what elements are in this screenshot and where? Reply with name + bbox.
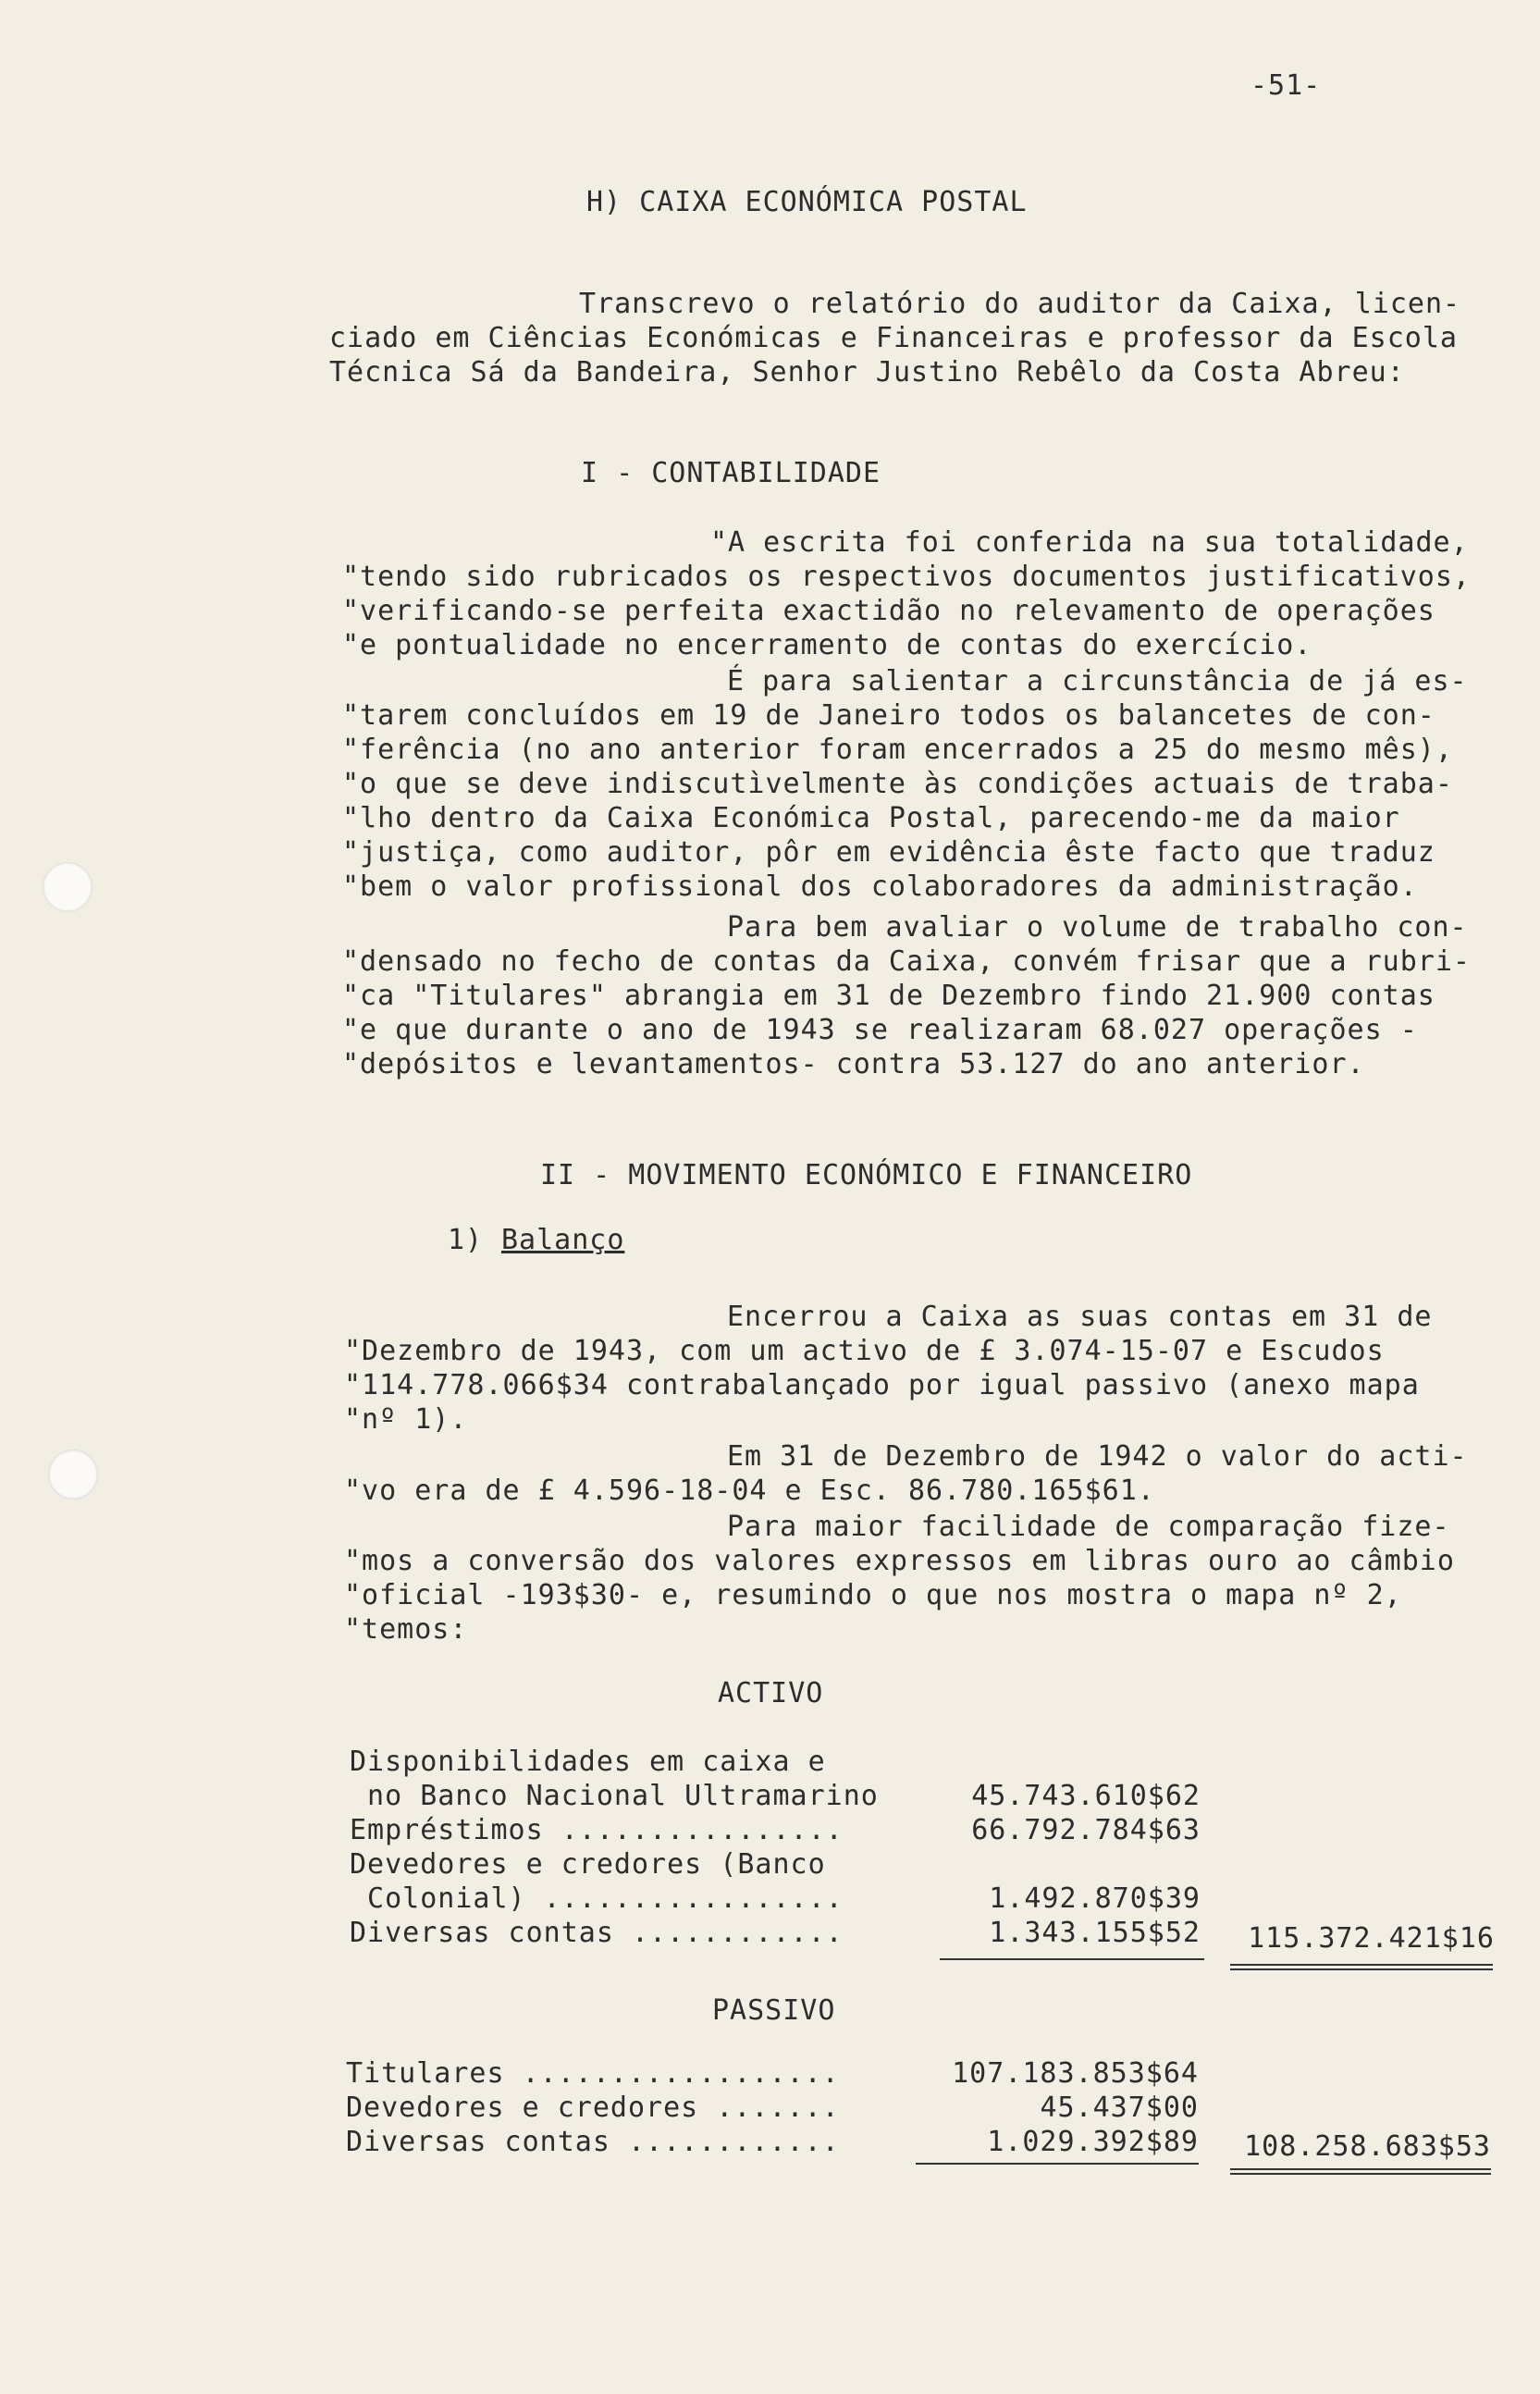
total-double-rule [1230,1964,1493,1970]
quote-line: "ferência (no ano anterior foram encerrados a 25 do mesmo mês), [342,734,1453,766]
heading-movimento: II - MOVIMENTO ECONÓMICO E FINANCEIRO [540,1159,1193,1191]
paragraph-line: ciado em Ciências Económicas e Financeiras e professor da Escola [329,322,1458,354]
quote-line: "depósitos e levantamentos- contra 53.127 do ano anterior. [342,1048,1365,1080]
quote-line: "bem o valor profissional dos colaboradores da administração. [342,870,1418,903]
balance-line: "nº 1). [344,1403,468,1436]
paragraph-line: Técnica Sá da Bandeira, Senhor Justino Rebêlo da Costa Abreu: [329,356,1405,389]
section-title: H) CAIXA ECONÓMICA POSTAL [586,186,1028,218]
row-amount: 45.743.610$62 [971,1780,1201,1812]
row-label: Devedores e credores ....... [346,2092,840,2124]
balance-line: "vo era de £ 4.596-18-04 e Esc. 86.780.165$61. [344,1475,1155,1507]
passivo-title: PASSIVO [712,1994,836,2027]
quote-line: "A escrita foi conferida na sua totalidade, [710,526,1469,559]
sub-heading-balanco: Balanço [501,1224,625,1256]
quote-line: "justiça, como auditor, pôr em evidência êste facto que traduz [342,836,1435,869]
row-label: Disponibilidades em caixa e [350,1746,826,1778]
table-row [0,2091,1540,2125]
quote-line: Para bem avaliar o volume de trabalho con- [727,911,1468,944]
table-row [0,1813,1540,1847]
balance-line: Para maior facilidade de comparação fize- [727,1511,1450,1543]
quote-line: "densado no fecho de contas da Caixa, convém frisar que a rubri- [342,945,1471,978]
quote-line: É para salientar a circunstância de já es- [727,665,1468,697]
heading-contabilidade: I - CONTABILIDADE [581,457,881,489]
quote-line: "e pontualidade no encerramento de contas do exercício. [342,629,1312,661]
row-label: Devedores e credores (Banco [350,1848,826,1881]
row-label: Empréstimos ................ [350,1814,844,1846]
row-amount: 45.437$00 [1040,2092,1199,2124]
quote-line: "e que durante o ano de 1943 se realizaram 68.027 operações - [342,1014,1418,1046]
punch-hole [48,1450,98,1499]
passivo-total: 108.258.683$53 [1244,2130,1491,2163]
row-label: no Banco Nacional Ultramarino [350,1780,879,1812]
quote-line: "o que se deve indiscutìvelmente às condições actuais de traba- [342,768,1453,800]
row-amount: 1.029.392$89 [987,2126,1199,2158]
total-double-rule [1230,2168,1491,2175]
subtotal-rule [940,1958,1204,1960]
quote-line: "tendo sido rubricados os respectivos documentos justificativos, [342,561,1471,593]
activo-total: 115.372.421$16 [1248,1922,1495,1955]
balance-line: "Dezembro de 1943, com um activo de £ 3.074-15-07 e Escudos [344,1335,1385,1367]
subtotal-rule [916,2163,1199,2165]
table-row [0,1779,1540,1813]
row-label: Diversas contas ............ [350,1917,844,1949]
quote-line: "ca "Titulares" abrangia em 31 de Dezembro findo 21.900 contas [342,980,1435,1012]
paragraph-line: Transcrevo o relatório do auditor da Caixa, licen- [579,288,1461,320]
row-amount: 1.492.870$39 [989,1882,1201,1915]
balance-line: "114.778.066$34 contrabalançado por igual passivo (anexo mapa [344,1369,1420,1401]
punch-hole [43,862,92,912]
table-row [0,2056,1540,2091]
row-label: Diversas contas ............ [346,2126,840,2158]
activo-title: ACTIVO [718,1677,824,1709]
table-row [0,1882,1540,1916]
quote-line: "lho dentro da Caixa Económica Postal, parecendo-me da maior [342,802,1400,834]
table-row [0,1745,1540,1779]
row-label: Titulares .................. [346,2057,840,2090]
sub-heading-number: 1) [448,1224,484,1256]
quote-line: "tarem concluídos em 19 de Janeiro todos os balancetes de con- [342,699,1435,732]
row-amount: 1.343.155$52 [989,1917,1201,1949]
quote-line: "verificando-se perfeita exactidão no relevamento de operações [342,595,1435,627]
balance-line: "temos: [344,1613,468,1646]
row-amount: 66.792.784$63 [971,1814,1201,1846]
balance-line: "mos a conversão dos valores expressos em libras ouro ao câmbio [344,1545,1455,1577]
page-number: -51- [1250,69,1322,102]
balance-line: "oficial -193$30- e, resumindo o que nos mostra o mapa nº 2, [344,1579,1402,1611]
row-amount: 107.183.853$64 [952,2057,1199,2090]
table-row [0,2125,1540,2163]
balance-line: Em 31 de Dezembro de 1942 o valor do acti- [727,1440,1468,1473]
balance-line: Encerrou a Caixa as suas contas em 31 de [727,1301,1433,1333]
row-label: Colonial) ................. [350,1882,844,1915]
table-row [0,1847,1540,1882]
table-row [0,1916,1540,1955]
